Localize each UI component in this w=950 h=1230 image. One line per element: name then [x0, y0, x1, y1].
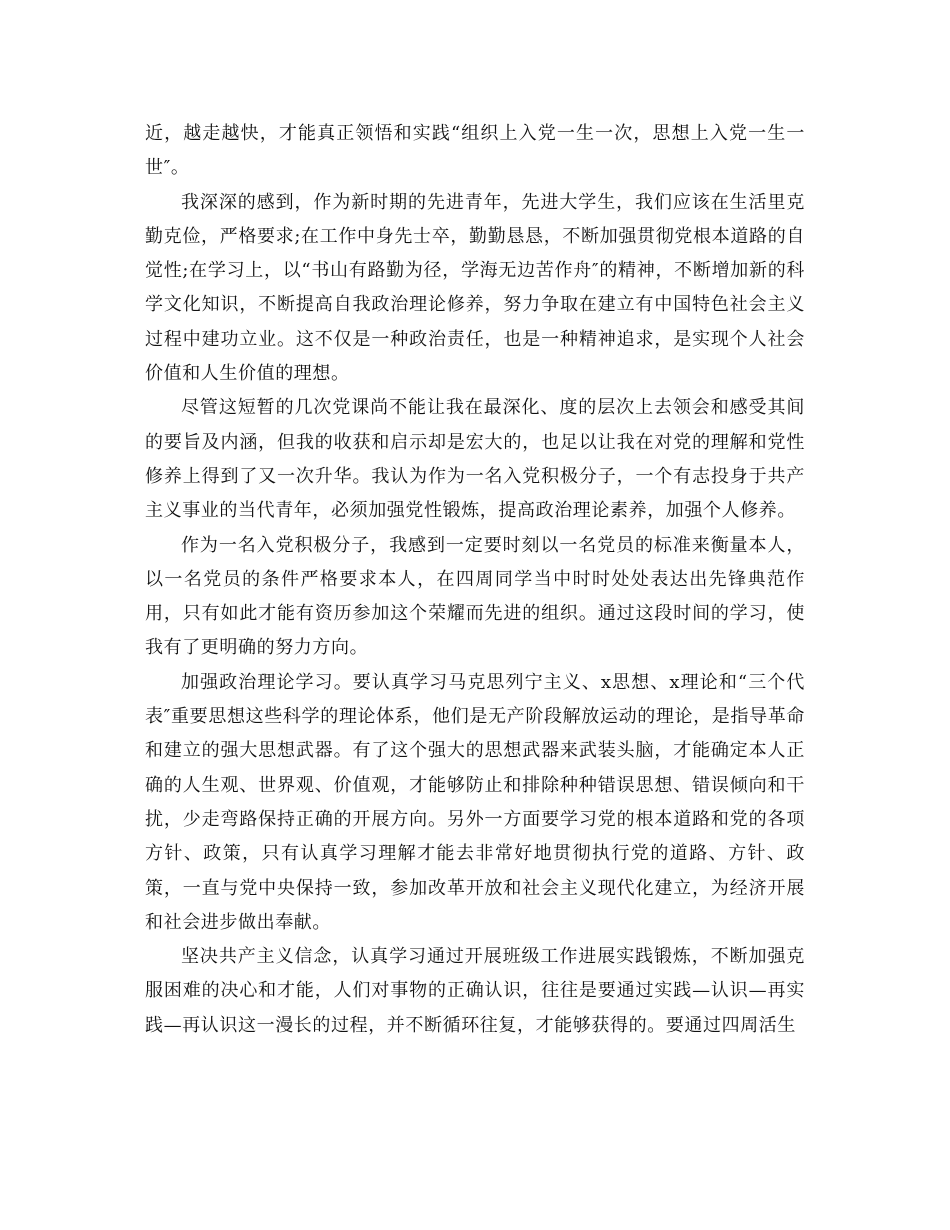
paragraph: 作为一名入党积极分子，我感到一定要时刻以一名党员的标准来衡量本人，以一名党员的条件严格要求本人，在四周同学当中时时处处表达出先锋典范作用，只有如此才能有资历参加这个荣耀而先进的组织。通过这段时间的学习，使我有了更明确的努力方向。 — [145, 534, 805, 659]
paragraph: 尽管这短暂的几次党课尚不能让我在最深化、度的层次上去领会和感受其间的要旨及内涵，但我的收获和启示却是宏大的，也足以让我在对党的理解和党性修养上得到了又一次升华。我认为作为一名入党积极分子，一个有志投身于共产主义事业的当代青年，必须加强党性锻炼，提高政治理论素养，加强个人修养。 — [145, 397, 805, 522]
paragraph: 坚决共产主义信念，认真学习通过开展班级工作进展实践锻炼，不断加强克服困难的决心和才能，人们对事物的正确认识，往往是要通过实践—认识—再实践—再认识这一漫长的过程，并不断循环往复，才能够获得的。要通过四周活生 — [145, 946, 805, 1036]
paragraph: 加强政治理论学习。要认真学习马克思列宁主义、x思想、x理论和“三个代表″重要思想这些科学的理论体系，他们是无产阶段解放运动的理论，是指导革命和建立的强大思想武器。有了这个强大的思想武器来武装头脑，才能确定本人正确的人生观、世界观、价值观，才能够防止和排除种种错误思想、错误倾向和干扰，少走弯路保持正确的开展方向。另外一方面要学习党的根本道路和党的各项方针、政策，只有认真学习理解才能去非常好地贯彻执行党的道路、方针、政策，一直与党中央保持一致，参加改革开放和社会主义现代化建立，为经济开展和社会进步做出奉献。 — [145, 671, 805, 933]
paragraph: 我深深的感到，作为新时期的先进青年，先进大学生，我们应该在生活里克勤克俭，严格要求;在工作中身先士卒，勤勤恳恳，不断加强贯彻党根本道路的自觉性;在学习上，以“书山有路勤为径，学海无边苦作舟″的精神，不断增加新的科学文化知识，不断提高自我政治理论修养，努力争取在建立有中国特色社会主义过程中建功立业。这不仅是一种政治责任，也是一种精神追求，是实现个人社会价值和人生价值的理想。 — [145, 191, 805, 385]
paragraph-continuation: 近，越走越快，才能真正领悟和实践“组织上入党一生一次，思想上入党一生一世″。 — [145, 123, 805, 179]
document-body — [145, 117, 805, 1043]
